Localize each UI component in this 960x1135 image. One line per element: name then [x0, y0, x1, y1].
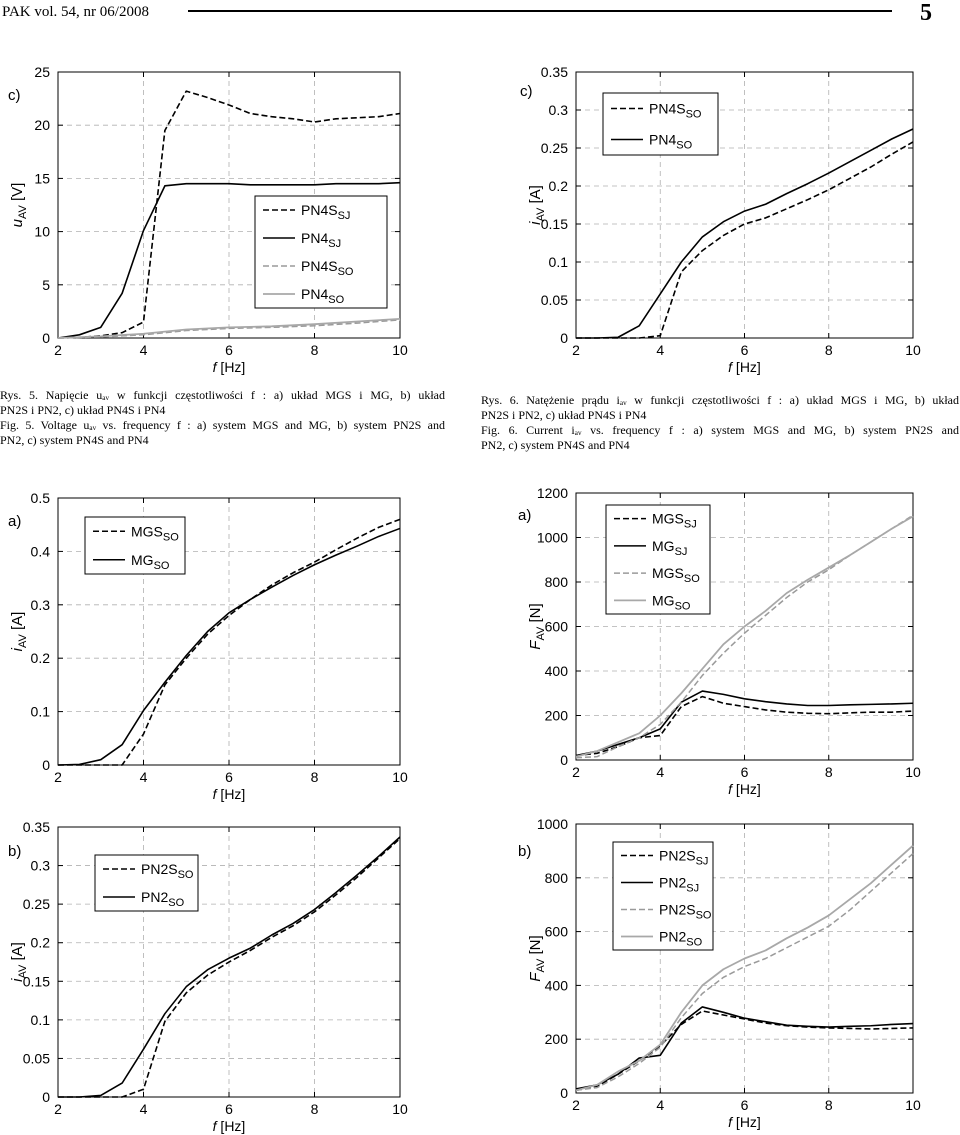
- x-tick-label: 4: [139, 342, 148, 358]
- legend-label-base: PN4S: [301, 202, 338, 218]
- y-tick-label: 0.25: [22, 896, 50, 913]
- y-tick-label: 0.15: [540, 216, 568, 232]
- x-axis-label: [728, 359, 761, 375]
- legend-label-sub: SJ: [337, 210, 351, 222]
- fig5-caption-line: Rys. 5. Napięcie uₐᵥ w funkcji częstotliwości f : a) układ MGS i MG, b) układ: [0, 388, 445, 402]
- panel-label: a): [518, 507, 532, 524]
- x-tick-label: 2: [54, 342, 62, 358]
- y-tick-label: 1000: [536, 529, 568, 546]
- fig6-caption-line: Fig. 6. Current iₐᵥ vs. frequency f : a) system MGS and MG, b) system PN2S and: [481, 423, 959, 437]
- panel-label: c): [8, 87, 21, 104]
- chart-i_a: [8, 490, 408, 802]
- y-tick-label: 800: [544, 574, 568, 590]
- y-axis-label-unit: [A]: [9, 942, 26, 965]
- chart-F_b: [518, 816, 921, 1130]
- chart-i_b: [8, 819, 408, 1134]
- y-tick-label: 200: [544, 707, 568, 724]
- y-tick-label: 0.2: [30, 934, 50, 951]
- y-tick-label: 10: [34, 223, 50, 240]
- y-axis-label-var: i: [9, 648, 26, 652]
- y-tick-label: 0: [42, 1089, 50, 1105]
- x-tick-label: 8: [824, 1097, 833, 1113]
- x-tick-label: 2: [54, 1101, 62, 1117]
- y-tick-label: 0.35: [540, 64, 568, 80]
- legend-label-base: PN4S: [301, 258, 338, 274]
- y-tick-label: 800: [544, 869, 568, 886]
- x-tick-label: 6: [740, 764, 749, 780]
- x-tick-label: 6: [225, 769, 233, 785]
- legend-label-base: PN2: [659, 928, 687, 945]
- y-tick-label: 200: [544, 1031, 568, 1048]
- legend-label-sub: SO: [177, 869, 194, 881]
- legend: [606, 505, 710, 614]
- x-tick-label: 10: [392, 1101, 408, 1117]
- legend: [255, 196, 387, 308]
- y-tick-label: 0.35: [22, 819, 50, 835]
- y-tick-label: 0.1: [30, 1011, 50, 1028]
- legend-label-sub: SO: [676, 139, 693, 152]
- legend-label-sub: SJ: [328, 238, 342, 250]
- y-axis-label-var: F: [527, 972, 544, 982]
- legend-label-sub: SO: [686, 936, 703, 949]
- legend-label-base: PN4: [301, 230, 329, 246]
- x-axis-label-var: f: [728, 781, 733, 797]
- y-tick-label: 600: [544, 618, 568, 635]
- legend-label-base: PN2: [141, 889, 169, 905]
- fig5-caption-line: PN2, c) system PN4S and PN4: [0, 433, 149, 447]
- page-number: 5: [920, 0, 932, 26]
- x-tick-label: 8: [310, 342, 319, 358]
- y-axis-label-sub: AV: [535, 626, 547, 641]
- legend-label-base: MG: [131, 551, 154, 568]
- y-tick-label: 0.3: [30, 857, 50, 874]
- y-axis-label-var: F: [527, 640, 544, 650]
- legend-label-base: MG: [652, 592, 675, 609]
- x-tick-label: 4: [656, 1097, 665, 1113]
- y-tick-label: 0.3: [30, 596, 50, 613]
- x-axis-label-unit: [Hz]: [216, 1118, 246, 1134]
- fig6-caption-line: PN2S i PN2, c) układ PN4S i PN4: [481, 408, 647, 422]
- y-axis-label-sub: AV: [17, 634, 29, 649]
- fig5-caption-line: Fig. 5. Voltage uₐᵥ vs. frequency f : a) system MGS and MG, b) system PN2S and: [0, 418, 445, 432]
- chart-u_c: [8, 64, 408, 375]
- y-tick-label: 15: [34, 170, 50, 187]
- y-tick-label: 0: [560, 752, 568, 768]
- legend-label-sub: SO: [153, 559, 170, 572]
- x-axis-label: [213, 359, 246, 375]
- y-axis-label: [527, 185, 547, 225]
- legend-label-base: PN2: [659, 874, 687, 891]
- x-tick-label: 8: [824, 342, 833, 358]
- y-axis-label-sub: AV: [17, 205, 29, 220]
- x-tick-label: 10: [905, 342, 921, 358]
- x-tick-label: 10: [905, 1097, 921, 1113]
- legend-label-sub: SO: [695, 909, 712, 922]
- legend-label-sub: SO: [162, 531, 179, 544]
- y-tick-label: 1200: [536, 485, 568, 501]
- y-tick-label: 0.3: [548, 102, 568, 118]
- legend: [603, 93, 718, 155]
- y-axis-label: [9, 612, 29, 652]
- y-tick-label: 400: [544, 977, 568, 994]
- y-axis-label-sub: AV: [535, 207, 547, 222]
- y-tick-label: 0.05: [540, 292, 568, 308]
- y-tick-label: 0.4: [30, 543, 50, 560]
- x-axis-label-var: f: [728, 359, 733, 375]
- legend-label-sub: SO: [168, 897, 185, 909]
- panel-label: c): [520, 83, 533, 100]
- y-tick-label: 0.1: [548, 254, 568, 270]
- y-tick-label: 0.25: [540, 140, 568, 156]
- y-tick-label: 0.2: [30, 650, 50, 667]
- legend-label-base: PN4S: [649, 100, 686, 117]
- y-tick-label: 0.05: [22, 1050, 50, 1067]
- legend: [95, 855, 198, 911]
- legend-label-base: PN2S: [141, 861, 178, 877]
- y-axis-label: [9, 183, 29, 228]
- x-axis-label-var: f: [212, 786, 217, 802]
- y-tick-label: 5: [42, 276, 50, 293]
- y-axis-label-unit: [A]: [527, 185, 544, 208]
- x-tick-label: 6: [225, 1101, 233, 1117]
- fig6-caption: [481, 393, 959, 453]
- y-tick-label: 0: [560, 330, 568, 346]
- y-axis-label-unit: [N]: [527, 603, 544, 627]
- x-axis-label: [213, 1118, 246, 1134]
- legend-label-sub: SO: [685, 108, 702, 121]
- x-tick-label: 4: [139, 769, 148, 785]
- legend-label-base: PN4: [649, 131, 677, 148]
- legend-label-sub: SJ: [683, 518, 697, 531]
- y-tick-label: 0: [42, 757, 50, 773]
- x-tick-label: 8: [310, 769, 319, 785]
- legend-label-sub: SJ: [686, 882, 700, 895]
- y-axis-label-sub: AV: [17, 964, 29, 979]
- y-axis-label-var: i: [9, 978, 26, 982]
- x-tick-label: 6: [740, 1097, 749, 1113]
- legend-label-base: MG: [652, 537, 675, 554]
- panel-label: b): [518, 843, 532, 860]
- legend-label-base: PN2S: [659, 847, 696, 864]
- y-tick-label: 0.15: [22, 973, 50, 990]
- x-tick-label: 10: [392, 769, 408, 785]
- legend-label-base: MGS: [652, 510, 684, 527]
- x-tick-label: 6: [740, 342, 749, 358]
- x-tick-label: 4: [139, 1101, 148, 1117]
- x-tick-label: 2: [54, 769, 62, 785]
- y-tick-label: 25: [34, 64, 50, 80]
- legend-label-sub: SO: [683, 573, 700, 586]
- legend-label-base: MGS: [131, 523, 163, 540]
- y-tick-label: 0.5: [30, 490, 50, 506]
- y-axis-label-var: u: [9, 219, 26, 228]
- x-axis-label-unit: [Hz]: [732, 359, 761, 375]
- fig6-caption-line: PN2, c) system PN4S and PN4: [481, 438, 630, 452]
- y-axis-label-unit: [N]: [527, 935, 544, 959]
- chart-F_a: [518, 485, 921, 797]
- fig6-caption-line: Rys. 6. Natężenie prądu iₐᵥ w funkcji częstotliwości f : a) układ MGS i MG, b) układ: [481, 393, 959, 407]
- legend: [613, 842, 713, 950]
- legend-label-sub: SJ: [695, 855, 709, 868]
- legend-label-sub: SO: [328, 294, 345, 306]
- x-tick-label: 2: [572, 1097, 580, 1113]
- x-tick-label: 10: [392, 342, 408, 358]
- y-axis-label: [527, 935, 547, 981]
- x-tick-label: 4: [656, 764, 665, 780]
- y-axis-label-unit: [A]: [9, 611, 26, 635]
- fig5-caption-line: PN2S i PN2, c) układ PN4S i PN4: [0, 403, 166, 417]
- legend-label-sub: SO: [337, 266, 354, 278]
- y-tick-label: 20: [34, 117, 50, 134]
- y-tick-label: 1000: [536, 816, 568, 832]
- y-tick-label: 400: [544, 663, 568, 679]
- x-axis-label: [728, 1114, 761, 1130]
- chart-i_c: [520, 64, 921, 375]
- x-axis-label-unit: [Hz]: [732, 781, 761, 797]
- y-axis-label-var: i: [527, 221, 544, 225]
- x-axis-label-unit: [Hz]: [216, 786, 246, 802]
- journal-header: PAK vol. 54, nr 06/2008: [2, 4, 149, 20]
- y-tick-label: 0: [42, 330, 50, 346]
- y-axis-label: [9, 942, 29, 982]
- x-axis-label-unit: [Hz]: [216, 359, 246, 375]
- x-axis-label: [213, 786, 246, 802]
- legend-label-base: PN2S: [659, 901, 696, 918]
- panel-label: a): [8, 513, 22, 530]
- fig5-caption: [0, 388, 445, 448]
- y-tick-label: 0.2: [548, 178, 568, 194]
- x-tick-label: 2: [572, 764, 580, 780]
- y-tick-label: 600: [544, 923, 568, 940]
- x-tick-label: 6: [225, 342, 233, 358]
- y-tick-label: 0: [560, 1085, 568, 1101]
- x-axis-label-var: f: [728, 1114, 733, 1130]
- x-axis-label: [728, 781, 761, 797]
- x-tick-label: 2: [572, 342, 580, 358]
- legend-label-base: PN4: [301, 286, 329, 302]
- y-axis-label-sub: AV: [535, 958, 547, 973]
- x-axis-label-var: f: [212, 1118, 217, 1134]
- legend-label-base: MGS: [652, 565, 684, 582]
- x-tick-label: 10: [905, 764, 921, 780]
- panel-label: b): [8, 843, 22, 860]
- x-tick-label: 8: [310, 1101, 319, 1117]
- legend-label-sub: SO: [674, 600, 691, 613]
- x-axis-label-var: f: [212, 359, 217, 375]
- x-tick-label: 8: [824, 764, 833, 780]
- y-tick-label: 0.1: [30, 703, 50, 720]
- y-axis-label-unit: [V]: [9, 182, 26, 206]
- legend-label-sub: SJ: [674, 545, 688, 558]
- legend: [85, 517, 185, 574]
- x-axis-label-unit: [Hz]: [732, 1114, 761, 1130]
- x-tick-label: 4: [656, 342, 665, 358]
